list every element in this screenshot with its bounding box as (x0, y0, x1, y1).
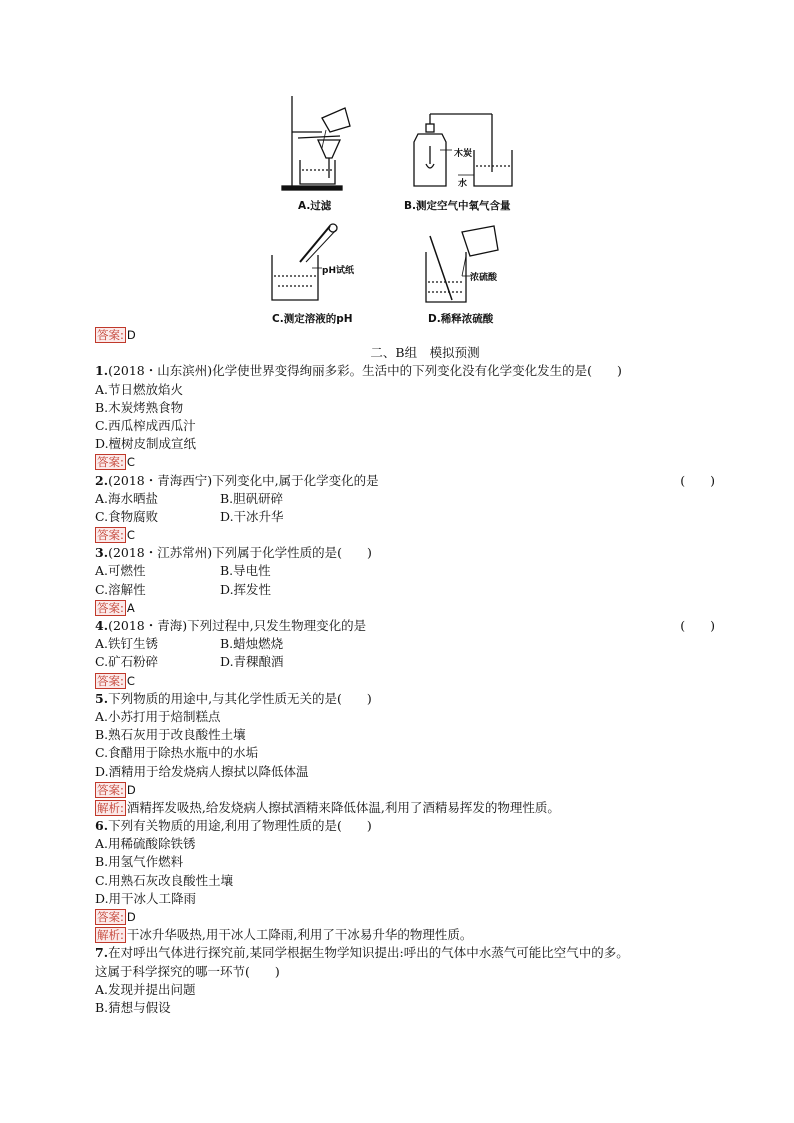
option: D.青稞酿酒 (220, 654, 284, 670)
option: B.胆矾研碎 (220, 490, 284, 506)
option: A.小苏打用于焙制糕点 (95, 708, 221, 724)
answer-value: D (126, 910, 136, 924)
prev-answer-line (95, 326, 715, 344)
option: C.食醋用于除热水瓶中的水垢 (95, 745, 259, 761)
analysis-tag: 解析: (97, 928, 124, 943)
answer-line (95, 453, 715, 471)
figure-b-label-charcoal: 木炭 (454, 149, 473, 159)
option-row (95, 562, 715, 580)
analysis-line (95, 799, 715, 817)
answer-tag: 答案: (97, 455, 124, 470)
option-row (95, 653, 715, 671)
question-5-stem: 5.下列物质的用途中,与其化学性质无关的是( ) (95, 690, 372, 706)
answer-value: C (126, 673, 135, 688)
option: C.西瓜榨成西瓜汁 (95, 417, 196, 433)
analysis-tag: 解析: (97, 800, 124, 815)
option-row (95, 635, 715, 653)
answer-tag: 答案: (97, 528, 124, 543)
option: A.可燃性 (95, 563, 146, 579)
option: D.用干冰人工降雨 (95, 890, 197, 906)
option: D.酒精用于给发烧病人擦拭以降低体温 (95, 763, 309, 779)
option-row (95, 508, 715, 526)
answer-value: C (126, 455, 135, 470)
answer-bracket: ( ) (680, 618, 715, 633)
section-title: 二、B组 模拟预测 (370, 345, 480, 361)
figure-c-label-ph-paper: pH试纸 (322, 266, 354, 276)
analysis-text: 酒精挥发吸热,给发烧病人擦拭酒精来降低体温,利用了酒精易挥发的物理性质。 (126, 799, 560, 815)
option: A.节日燃放焰火 (95, 381, 184, 397)
option: B.猜想与假设 (95, 999, 171, 1015)
option: C.矿石粉碎 (95, 654, 159, 670)
option: B.蜡烛燃烧 (220, 636, 284, 652)
answer-bracket: ( ) (680, 472, 715, 488)
figure-d-label-acid: 浓硫酸 (470, 273, 498, 283)
option: B.熟石灰用于改良酸性土壤 (95, 727, 246, 743)
answer-line (95, 672, 715, 690)
filtration-apparatus-icon (282, 96, 350, 190)
question-4-stem: 4.(2018・青海)下列过程中,只发生物理变化的是 ( ) (95, 617, 715, 635)
experiment-figures (0, 0, 794, 330)
option-row (95, 490, 715, 508)
question-1-stem: 1.(2018・山东滨州)化学使世界变得绚丽多彩。生活中的下列变化没有化学变化发生的是( ) (95, 363, 622, 379)
analysis-line (95, 926, 715, 944)
option: D.檀树皮制成宣纸 (95, 436, 197, 452)
question-list (95, 326, 715, 1017)
option: B.用氢气作燃料 (95, 854, 184, 870)
analysis-text: 干冰升华吸热,用干冰人工降雨,利用了干冰易升华的物理性质。 (126, 927, 473, 943)
figure-b-caption: B.测定空气中氧气含量 (404, 200, 511, 212)
answer-line (95, 908, 715, 926)
answer-value: C (126, 528, 135, 543)
figure-d-caption: D.稀释浓硫酸 (428, 313, 494, 325)
answer-tag: 答案: (97, 600, 124, 615)
option: B.导电性 (220, 563, 271, 579)
option: C.溶解性 (95, 581, 146, 597)
answer-tag: 答案: (97, 782, 124, 797)
figure-a-caption: A.过滤 (298, 200, 332, 212)
figure-c-caption: C.测定溶液的pH (272, 313, 353, 325)
question-6-stem: 6.下列有关物质的用途,利用了物理性质的是( ) (95, 818, 372, 834)
answer-tag: 答案: (97, 673, 124, 688)
answer-value: D (126, 328, 136, 342)
option: C.食物腐败 (95, 508, 159, 524)
question-2-stem: 2.(2018・青海西宁)下列变化中,属于化学变化的是 ( ) (95, 472, 715, 490)
option: D.干冰升华 (220, 508, 284, 524)
lab-apparatus-drawings (0, 0, 794, 330)
option: A.海水晒盐 (95, 490, 159, 506)
answer-line (95, 599, 715, 617)
acid-dilution-apparatus-icon (426, 226, 498, 302)
answer-value: A (126, 600, 135, 615)
answer-line (95, 526, 715, 544)
option: A.用稀硫酸除铁锈 (95, 836, 196, 852)
option: D.挥发性 (220, 581, 272, 597)
answer-tag: 答案: (97, 910, 124, 924)
answer-line (95, 781, 715, 799)
option-row (95, 581, 715, 599)
option: A.铁钉生锈 (95, 636, 159, 652)
question-7-stem-continued: 这属于科学探究的哪一环节( ) (95, 963, 280, 979)
figure-b-label-water: 水 (458, 179, 468, 189)
answer-tag: 答案: (97, 328, 124, 342)
option: C.用熟石灰改良酸性土壤 (95, 872, 234, 888)
question-7-stem: 7.在对呼出气体进行探究前,某同学根据生物学知识提出:呼出的气体中水蒸气可能比空气中的多。 (95, 945, 629, 961)
ph-measurement-apparatus-icon (272, 224, 337, 300)
option: B.木炭烤熟食物 (95, 399, 184, 415)
question-3-stem: 3.(2018・江苏常州)下列属于化学性质的是( ) (95, 545, 372, 561)
option: A.发现并提出问题 (95, 981, 196, 997)
answer-value: D (126, 782, 136, 797)
